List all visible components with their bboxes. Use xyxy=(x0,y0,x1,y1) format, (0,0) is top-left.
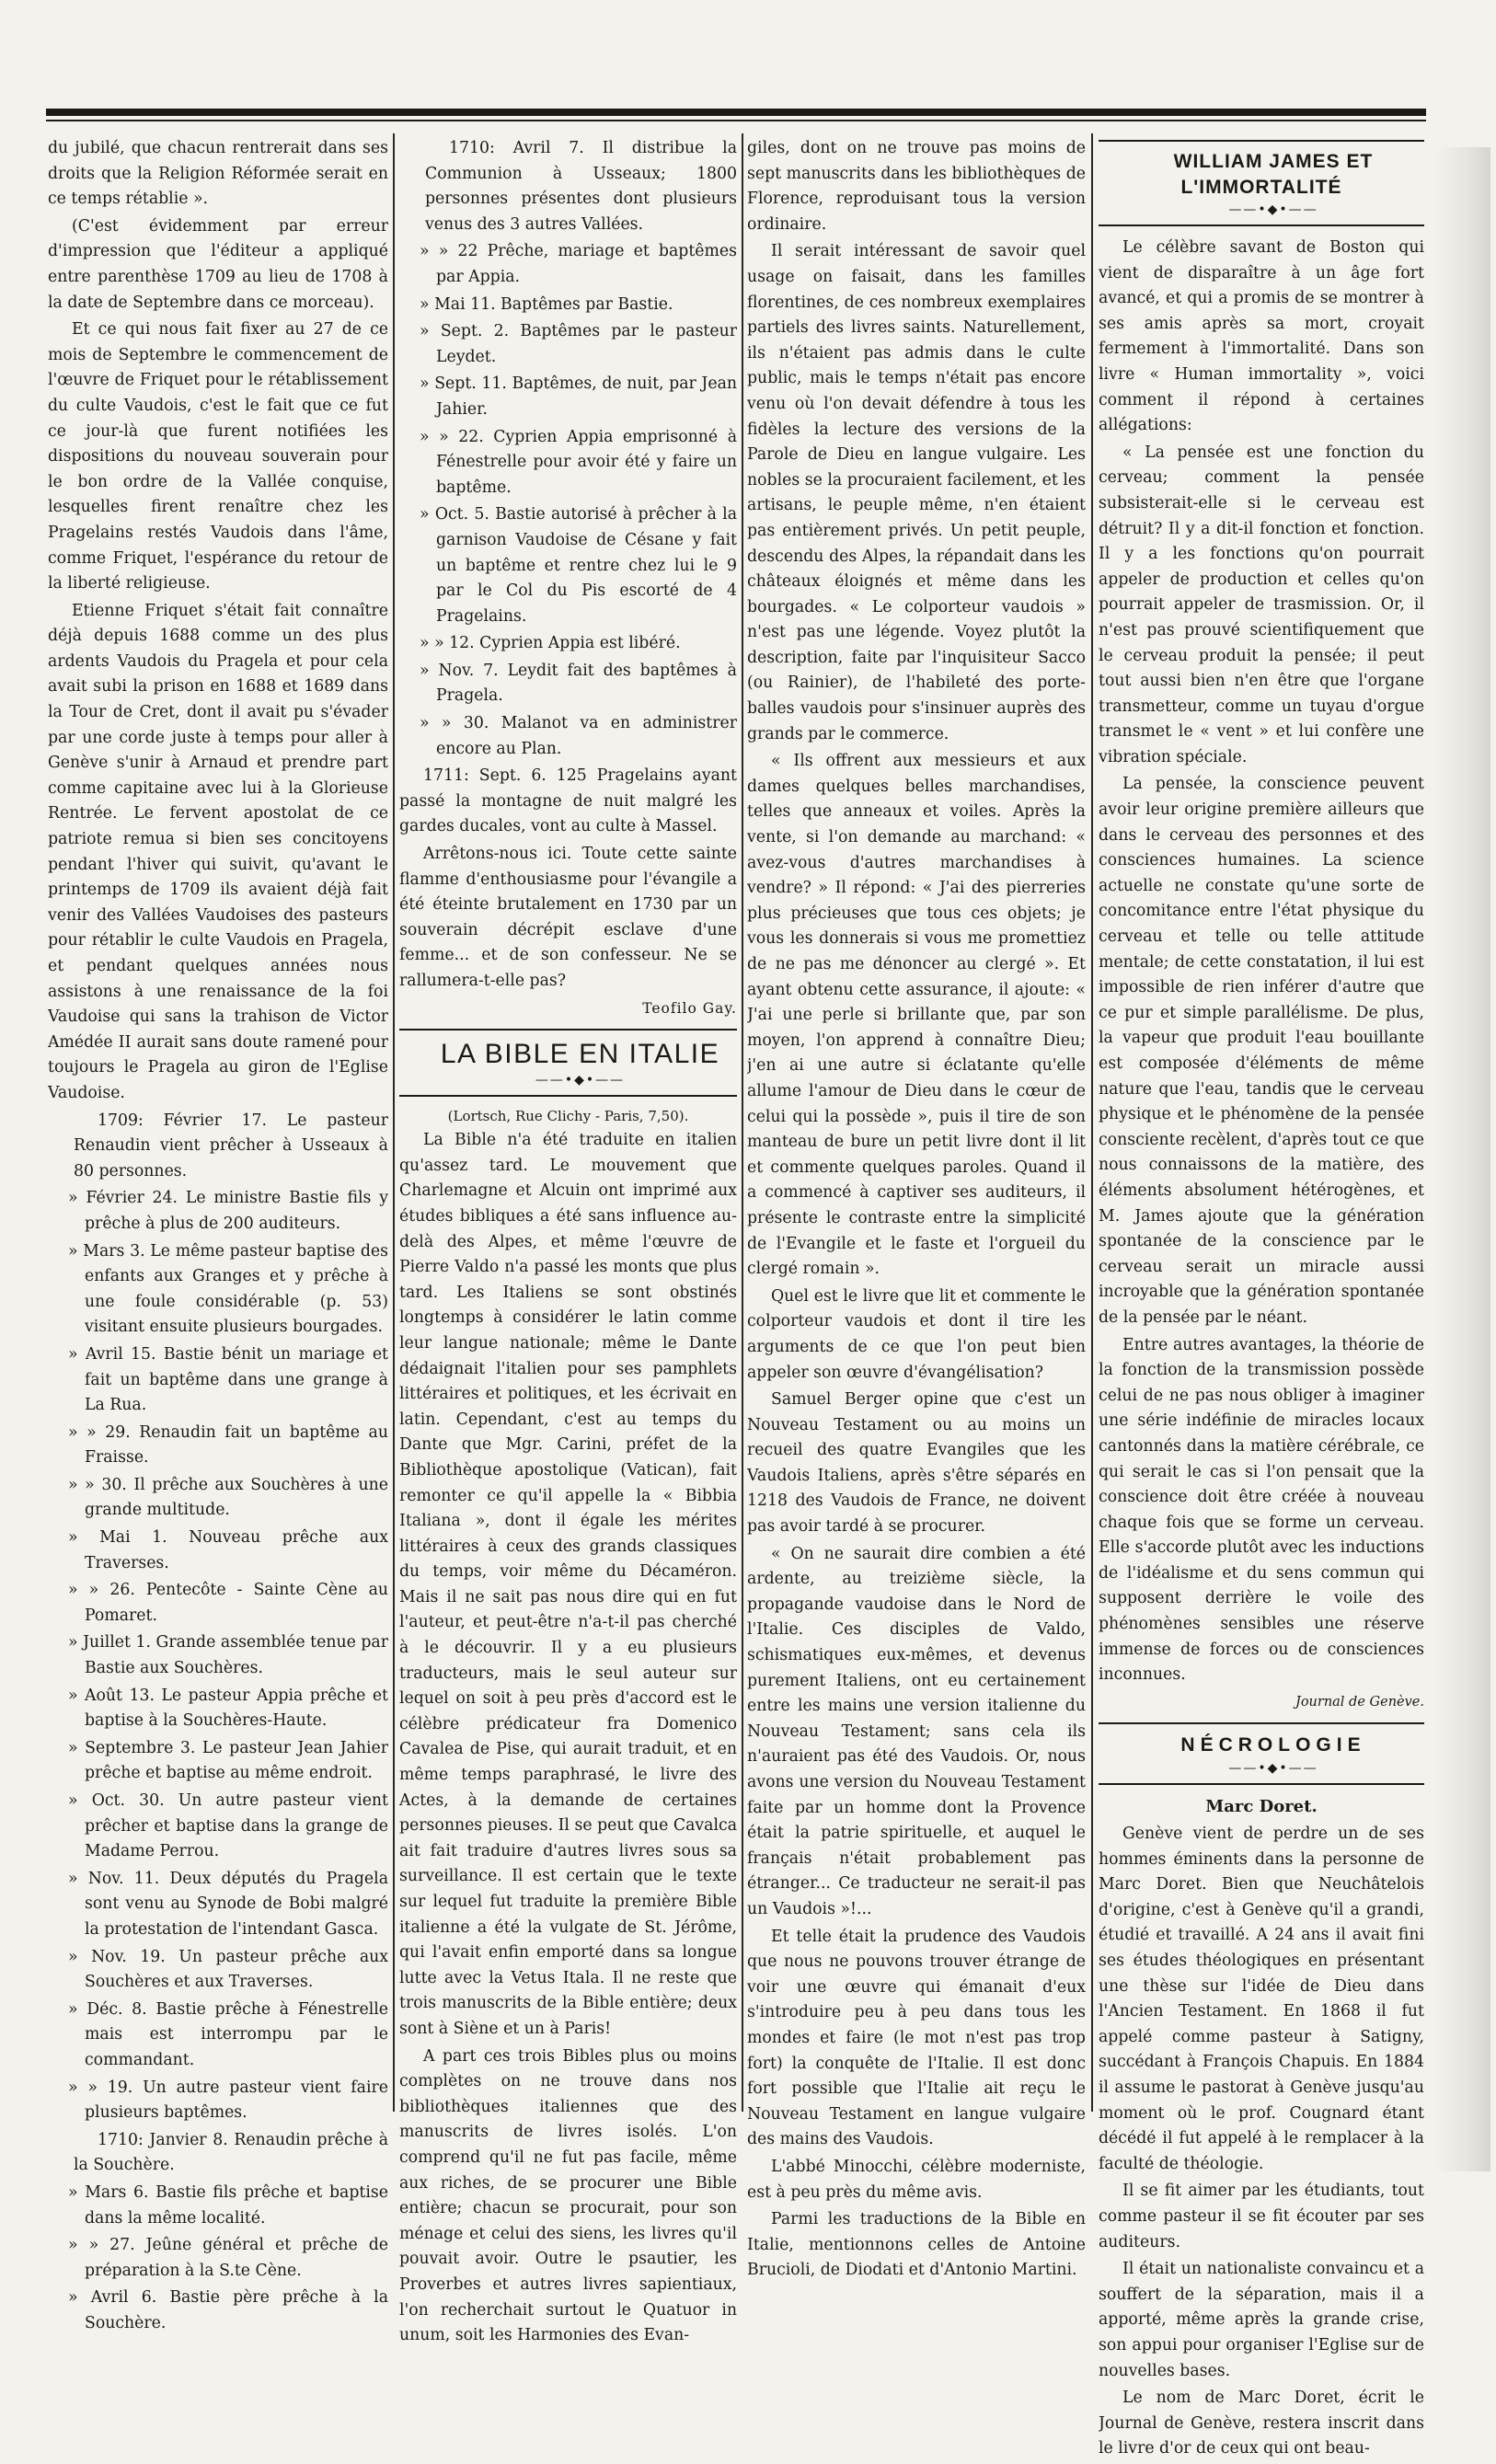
chronology-entry: » Avril 6. Bastie père prêche à la Souchère. xyxy=(68,2288,388,2332)
ornament-divider: ——•◆•—— xyxy=(1228,202,1318,217)
column-4 xyxy=(1099,136,1424,2464)
paragraph: Entre autres avantages, la théorie de la fonction de la transmission possède celui de ne pas nous obliger à imaginer une série indéfinie de miracles locaux cantonnés dans la matière cérébrale, ce qui serait le cas si l'on pensait que la conscience doit être créée à nouveau chaque fois que se forme un cerveau. Elle s'accorde plutôt avec les inductions de l'idéalisme et du sens commun qui supposent derrière le voile des phénomènes sensibles une réserve immense de forces ou de consciences inconnues. xyxy=(1099,1335,1424,1685)
paragraph: La pensée, la conscience peuvent avoir leur origine première ailleurs que dans le cerveau des personnes et des consciences humaines. La science actuelle ne constate qu'une sorte de concomitance entre l'état physique du cerveau et telle ou telle attitude mentale; de cette constatation, il lui est impossible de rien inférer d'autre que ce pur et simple parallélisme. De plus, la vapeur que produit l'eau bouillante est composée d'éléments de même nature que l'eau, tandis que le cerveau physique et le phénomène de la pensée consciente recèlent, d'après tout ce que nous connaissons de la matière, des éléments absolument hétérogènes, et M. James ajoute que la génération spontanée de la conscience par le cerveau serait un miracle aussi incroyable que la génération spontanée de la pensée par le néant. xyxy=(1099,775,1424,1327)
paragraph: Le nom de Marc Doret, écrit le Journal de Genève, restera inscrit dans le livre d'or de ceux qui ont beau- xyxy=(1099,2389,1424,2458)
chronology-entry: » » 19. Un autre pasteur vient faire plusieurs baptêmes. xyxy=(68,2078,388,2123)
paragraph: Il serait intéressant de savoir quel usage on faisait, dans les familles florentines, de ces nombreux exemplaires partiels des livres saints. Naturellement, ils n'étaient pas admis dans le culte public, mais le temps n'était pas encore venu où l'on devait défendre à tous les fidèles la lecture des versions de la Parole de Dieu en langue vulgaire. Les nobles se la procuraient facilement, et les artisans, le peuple même, n'en étaient pas entièrement privés. Un petit peuple, descendu des Alpes, la répandait dans les châteaux éloignés et même dans les bourgades. « Le colporteur vaudois » n'est pas une légende. Voyez plutôt la description, faite par l'inquisiteur Sacco (ou Rainier), de l'habileté des porte-balles vaudois pour s'insinuer auprès des grands par le commerce. xyxy=(747,242,1086,743)
source-credit: Journal de Genève. xyxy=(1295,1694,1424,1710)
chronology-entry: 1709: Février 17. Le pasteur Renaudin vient prêcher à Usseaux à 80 personnes. xyxy=(74,1111,388,1180)
chronology-entry: » Août 13. Le pasteur Appia prêche et baptise à la Souchères-Haute. xyxy=(68,1686,388,1731)
chronology-list xyxy=(399,136,737,762)
paragraph: Etienne Friquet s'était fait connaître déjà depuis 1688 comme un des plus ardents Vaudois du Pragela et pour cela avait subi la prison en 1688 et 1689 dans la Tour de Cret, dont il avait pu s'évader par une corde juste à temps pour aller à Genève s'unir à Arnaud et prendre part comme capitaine avec lui à la Glorieuse Rentrée. Le fervent apostolat de ce patriote remua si bien ses concitoyens pendant l'hiver qui suivit, qu'avant le printemps de 1709 ils avaient déjà fait venir des Vallées Vaudoises des pasteurs pour rétablir le culte Vaudois en Pragela, et pendant quelques années nous assistons à une renaissance de la foi Vaudoise qui sans la trahison de Victor Amédée II aurait sans doute ramené pour toujours le Pragela au giron de l'Eglise Vaudoise. xyxy=(48,601,388,1102)
paragraph: 1711: Sept. 6. 125 Pragelains ayant passé la montagne de nuit malgré les gardes ducales, vont au culte à Massel. xyxy=(399,766,737,836)
top-rule xyxy=(46,109,1426,116)
chronology-entry: » Oct. 30. Un autre pasteur vient prêcher et baptise dans la grange de Madame Perrou. xyxy=(68,1791,388,1861)
paragraph: Il était un nationaliste convaincu et a souffert de la séparation, mais il a apporté, même après la grande crise, son appui pour organiser l'Eglise sur de nouvelles bases. xyxy=(1099,2260,1424,2380)
chronology-entry: » » 30. Il prêche aux Souchères à une grande multitude. xyxy=(68,1475,388,1520)
chronology-entry: » » 27. Jeûne général et prêche de préparation à la S.te Cène. xyxy=(68,2236,388,2280)
chronology-entry: » Mars 6. Bastie fils prêche et baptise dans la même localité. xyxy=(68,2182,388,2228)
chronology-entry: » » 22. Cyprien Appia emprisonné à Fénestrelle pour avoir été y faire un baptême. xyxy=(420,427,737,497)
necrology-heading xyxy=(1099,1722,1424,1785)
paragraph: Samuel Berger opine que c'est un Nouveau Testament ou au moins un recueil des quatre Evangiles que les Vaudois Italiens, après s'être séparés en 1218 des Vaudois de France, ne doivent pas avoir tardé à se procurer. xyxy=(747,1390,1086,1537)
obituary-name: Marc Doret. xyxy=(1205,1797,1318,1817)
chronology-entry: » Sept. 2. Baptêmes par le pasteur Leydet. xyxy=(420,322,737,366)
column-divider xyxy=(1091,133,1093,2112)
chronology-entry: » Septembre 3. Le pasteur Jean Jahier prêche et baptise au même endroit. xyxy=(68,1738,388,1783)
article-title: LA BIBLE EN ITALIE xyxy=(440,1039,720,1070)
chronology-entry: » Nov. 19. Un pasteur prêche aux Souchères et aux Traverses. xyxy=(68,1947,388,1992)
chronology-entry: » Nov. 11. Deux députés du Pragela sont venu au Synode de Bobi malgré la protestation de l'intendant Gasca. xyxy=(68,1869,388,1939)
paragraph: Le célèbre savant de Boston qui vient de disparaître à un âge fort avancé, et qui a promis de se montrer à ses amis après sa mort, croyait fermement à l'immortalité. Dans son livre « Human immortality », voici comment il répond à certaines allégations: xyxy=(1099,238,1424,435)
column-divider xyxy=(742,133,743,2112)
author-signature: Teofilo Gay. xyxy=(642,999,737,1017)
chronology-entry: » Mars 3. Le même pasteur baptise des enfants aux Granges et y prêche à une foule considérable (p. 53) visitant ensuite plusieurs bourgades. xyxy=(68,1241,388,1337)
column-1 xyxy=(48,136,388,2338)
chronology-entry: » Avril 15. Bastie bénit un mariage et fait un baptême dans une grange à La Rua. xyxy=(68,1344,388,1415)
article-heading xyxy=(1099,140,1424,226)
chronology-entry: » Mai 1. Nouveau prêche aux Traverses. xyxy=(68,1528,388,1572)
paragraph: Parmi les traductions de la Bible en Italie, mentionnons celles de Antoine Brucioli, de Diodati et d'Antonio Martini. xyxy=(747,2210,1086,2280)
paragraph: Et ce qui nous fait fixer au 27 de ce mois de Septembre le commencement de l'œuvre de Friquet pour le rétablissement du culte Vaudois, c'est le fait que ce fut ce jour-là que furent notifiées les dispositions du nouveau souverain pour le bon ordre de la Vallée conquise, lesquelles firent renaître chez les Pragelains restés Vaudois dans l'âme, comme Friquet, l'espérance du retour de la liberté religieuse. xyxy=(48,320,388,593)
page-edge-shadow xyxy=(1435,147,1490,2171)
article-heading xyxy=(399,1029,737,1097)
paragraph: giles, dont on ne trouve pas moins de sept manuscrits dans les bibliothèques de Florence, reproduisant tous la version ordinaire. xyxy=(747,139,1086,234)
paragraph: « On ne saurait dire combien a été ardente, au treizième siècle, la propagande vaudoise dans le Nord de l'Italie. Ces disciples de Valdo, schismatiques eux-mêmes, et devenus purement Italiens, ont eu certainement entre les mains une version italienne du Nouveau Testament; sans cela ils n'auraient pas été des Vaudois. Or, nous avons une version du Nouveau Testament faite par un homme dont la Provence était la patrie spirituelle, et auquel le français n'était probablement pas étranger... Ce traducteur ne serait-il pas un Vaudois »!... xyxy=(747,1544,1086,1918)
paragraph: Arrêtons-nous ici. Toute cette sainte flamme d'enthousiasme pour l'évangile a été éteinte brutalement en 1730 par un souverain décrépit esclave d'une femme... et de son confesseur. Ne se rallumera-t-elle pas? xyxy=(399,845,737,990)
chronology-entry: » » 12. Cyprien Appia est libéré. xyxy=(420,634,681,653)
necrology-title: NÉCROLOGIE xyxy=(1180,1734,1366,1756)
chronology-entry: » Nov. 7. Leydit fait des baptêmes à Pragela. xyxy=(420,661,737,706)
chronology-entry: » Mai 11. Baptêmes par Bastie. xyxy=(420,294,673,314)
article-subtitle: (Lortsch, Rue Clichy - Paris, 7,50). xyxy=(447,1108,689,1125)
ornament-divider: ——•◆•—— xyxy=(535,1073,626,1088)
chronology-entry: » Oct. 5. Bastie autorisé à prêcher à la garnison Vaudoise de Césane y fait un baptême et rentre chez lui le 9 par le Col du Pis escorté de 4 Pragelains. xyxy=(420,505,737,626)
paragraph: Il se fit aimer par les étudiants, tout comme pasteur il se fit écouter par ses auditeurs. xyxy=(1099,2182,1424,2251)
paragraph: Genève vient de perdre un de ses hommes éminents dans la personne de Marc Doret. Bien que Neuchâtelois d'origine, c'est à Genève qu'il a grandi, étudié et travaillé. A 24 ans il avait fini ses études théologiques en présentant une thèse sur l'idée de Dieu dans l'Ancien Testament. En 1868 il fut appelé comme pasteur à Satigny, succédant à François Chapuis. En 1884 il assume le pastorat à Genève jusqu'au moment où le prof. Cougnard étant décédé il fut appelé à le remplacer à la faculté de théologie. xyxy=(1099,1825,1424,2173)
chronology-list xyxy=(48,1109,388,2337)
chronology-entry: » » 26. Pentecôte - Sainte Cène au Pomaret. xyxy=(68,1581,388,1625)
chronology-entry: » Février 24. Le ministre Bastie fils y prêche à plus de 200 auditeurs. xyxy=(68,1189,388,1233)
article-title: WILLIAM JAMES ET L'IMMORTALITÉ xyxy=(1173,151,1374,198)
paragraph: « La pensée est une fonction du cerveau; comment la pensée subsisterait-elle si le cerveau est détruit? Il y a dit-il fonction et fonction. Il y a les fonctions qu'on pourrait appeler de production et celles qu'on pourrait appeler de trasmission. Or, il n'est pas prouvé scientifiquement que le cerveau produit la pensée; il peut tout aussi bien n'en être que l'organe transmetteur, comme un tuyau d'orgue transmet le « vent » et lui confère une vibration spéciale. xyxy=(1099,443,1424,766)
paragraph: La Bible n'a été traduite en italien qu'assez tard. Le mouvement que Charlemagne et Alcuin ont imprimé aux études bibliques a été sans influence au-delà des Alpes, et même l'œuvre de Pierre Valdo n'a passé les monts que plus tard. Les Italiens se sont obstinés longtemps à considérer le latin comme leur langue nationale; même le Dante dédaignait l'italien pour ses pamphlets littéraires et politiques, et les écrivait en latin. Cependant, c'est au temps du Dante que Mgr. Carini, préfet de la Bibliothèque apostolique (Vatican), fait remonter ce qu'il appelle la « Bibbia Italiana », dont il égale les mérites littéraires à ceux des grands classiques du temps, voir même du Décaméron. Mais il ne sait pas nous dire qui en fut l'auteur, et peut-être n'a-t-il pas cherché à le découvrir. Il y a eu plusieurs traducteurs, mais le seul auteur sur lequel on soit à peu près d'accord est le célèbre prédicateur fra Domenico Cavalea de Pise, qui aurait traduit, et en même temps paraphrasé, le livre des Actes, à la demande de certaines personnes pieuses. Il se peut que Cavalca ait fait traduire d'autres livres sous sa surveillance. Il est certain que le texte sur lequel fut traduite la première Bible italienne a été la vulgate de St. Jérôme, qui l'avait enfin emporté dans sa longue lutte avec la Vetus Itala. Il ne reste que trois manuscrits de la Bible entière; deux sont à Siène et un à Paris! xyxy=(399,1131,737,2038)
top-rule-thin xyxy=(46,120,1426,121)
chronology-entry: » » 22 Prêche, mariage et baptêmes par Appia. xyxy=(420,242,737,286)
chronology-entry: » Déc. 8. Bastie prêche à Fénestrelle mais est interrompu par le commandant. xyxy=(68,1999,388,2069)
column-divider xyxy=(393,133,395,2112)
paragraph: du jubilé, que chacun rentrerait dans ses droits que la Religion Réformée serait en ce temps rétablie ». xyxy=(48,139,388,209)
chronology-entry: 1710: Janvier 8. Renaudin prêche à la Souchère. xyxy=(74,2130,388,2175)
paragraph: « Ils offrent aux messieurs et aux dames quelques belles marchandises, telles que anneaux et voiles. Après la vente, si l'on demande au marchand: « avez-vous d'autres marchandises à vendre? » Il répond: « J'ai des pierreries plus précieuses que tous ces objets; je vous les donnerais si vous me promettiez de ne pas me dénoncer au clergé ». Et ayant obtenu cette assurance, il ajoute: « J'ai une perle si brillante que, par son moyen, l'on apprend à connaître Dieu; j'en ai une autre si éclatante qu'elle allume l'amour de Dieu dans le cœur de celui qui la possède », puis il tire de son manteau de bure un petit livre dont il lit et commente quelques paroles. Quand il a commencé à captiver ses auditeurs, il présente le contraste entre la simplicité de l'Evangile et le faste et l'orgueil du clergé romain ». xyxy=(747,752,1086,1279)
ornament-divider: ——•◆•—— xyxy=(1228,1761,1318,1777)
chronology-entry: » Sept. 11. Baptêmes, de nuit, par Jean Jahier. xyxy=(420,374,737,419)
paragraph: (C'est évidemment par erreur d'impression que l'éditeur a appliqué entre parenthèse 1709 au lieu de 1708 à la date de Septembre dans ce morceau). xyxy=(48,216,388,312)
column-2 xyxy=(399,136,737,2351)
paragraph: Et telle était la prudence des Vaudois que nous ne pouvons trouver étrange de voir une œuvre qui émanait d'eux s'introduire peu à peu dans tous les mondes et faire (le mot n'est pas trop fort) la conquête de l'Italie. Il est donc fort possible que l'Italie ait reçu le Nouveau Testament en langue vulgaire des mains des Vaudois. xyxy=(747,1927,1086,2149)
paragraph: Quel est le livre que lit et commente le colporteur vaudois et dont il tire les arguments de ce que l'on peut bien appeler son œuvre d'évangélisation? xyxy=(747,1286,1086,1382)
column-3 xyxy=(747,136,1086,2286)
chronology-entry: » » 30. Malanot va en administrer encore au Plan. xyxy=(420,714,737,758)
chronology-entry: » Juillet 1. Grande assemblée tenue par Bastie aux Souchères. xyxy=(68,1633,388,1678)
chronology-entry: » » 29. Renaudin fait un baptême au Fraisse. xyxy=(68,1422,388,1468)
chronology-entry: 1710: Avril 7. Il distribue la Communion à Usseaux; 1800 personnes présentes dont plusieurs venus des 3 autres Vallées. xyxy=(425,139,737,234)
paragraph: L'abbé Minocchi, célèbre moderniste, est à peu près du même avis. xyxy=(747,2157,1086,2202)
paragraph: A part ces trois Bibles plus ou moins complètes on ne trouve dans nos bibliothèques italiennes que des manuscrits de livres isolés. L'on comprend qu'il ne fut pas facile, même aux riches, de se procurer une Bible entière; chacun se procurait, pour son ménage et celui des siens, les livres qu'il pouvait avoir. Outre le psautier, les Proverbes et autres livres sapientiaux, l'on recherchait surtout le Quatuor in unum, soit les Harmonies des Evan- xyxy=(399,2046,737,2345)
